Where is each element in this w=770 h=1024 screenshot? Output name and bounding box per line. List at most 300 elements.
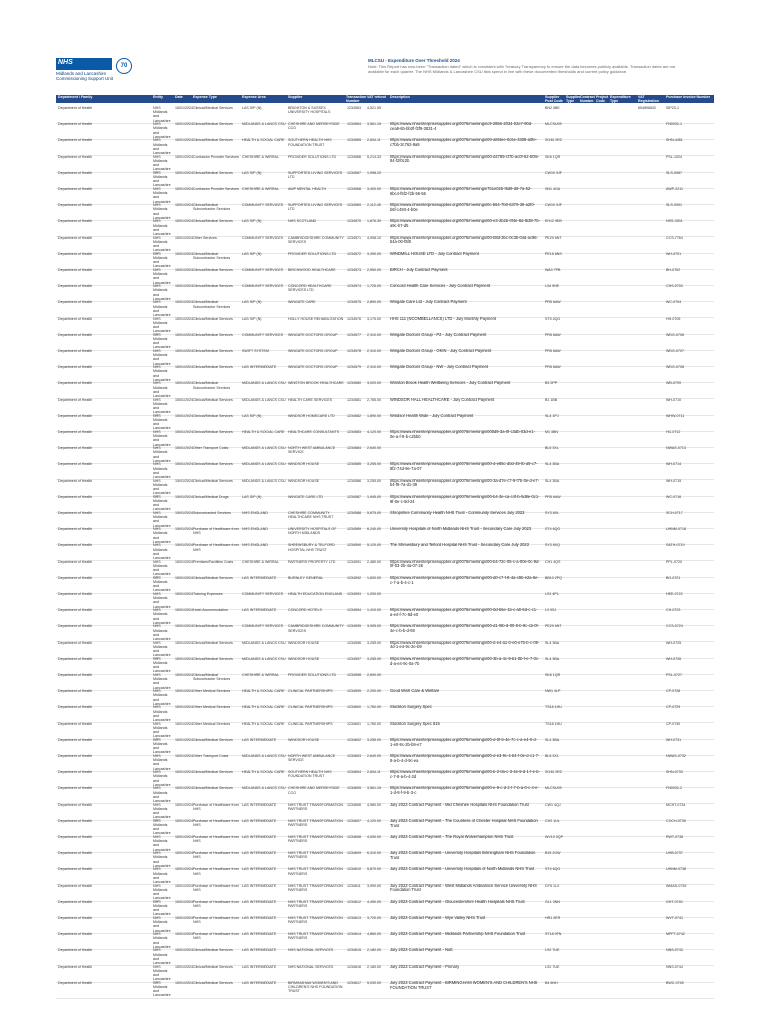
cell-supplier: NHS SCOTLAND	[288, 219, 317, 224]
cell-date: 15/01/2024	[175, 527, 193, 532]
cell-expense-type: Other Transport Costs	[193, 446, 229, 451]
cell-transaction-number: 1234581	[347, 397, 361, 402]
cell-expense-area: MIDLANDS & LANCS CSU	[242, 640, 286, 645]
cell-postcode: ST4 6QG	[545, 527, 561, 532]
cell-transaction-number: 1234609	[347, 851, 361, 856]
cell-invoice-number: CP-0730	[666, 721, 681, 726]
cell-postcode: CH2 1UL	[545, 818, 560, 823]
cell-entity: NHS Midlands and Lancashire	[153, 251, 171, 269]
cell-expense-area: LAS INTERMEDIATE	[242, 980, 277, 985]
cell-supplier: NHS TRUST TRANSFORMATION PARTNERS	[288, 932, 343, 941]
cell-entity: NHS Midlands and Lancashire	[153, 300, 171, 317]
cell-expense-type: Purchase of Healthcare from NHS	[193, 851, 239, 860]
cell-entity: NHS Midlands and Lancashire	[153, 802, 171, 820]
cell-transaction-number: 1234610	[347, 867, 361, 872]
cell-department: Department of Health	[58, 899, 93, 904]
cell-transaction-number: 1234598	[347, 673, 361, 677]
cell-transaction-number: 1234580	[347, 381, 361, 386]
cell-vat-refund: 2,834.11	[367, 770, 381, 775]
cell-transaction-number: 1234584	[347, 446, 361, 451]
cell-description: HHS 111 (NCOMBELLANCS) LTD - July Monthly Payment	[390, 316, 497, 321]
cell-invoice-number: SHN-0733	[666, 770, 683, 775]
cell-postcode: WV10 0QP	[545, 835, 563, 839]
cell-entity: NHS Midlands and Lancashire	[153, 462, 171, 479]
cell-postcode: M1 3BN	[545, 430, 558, 434]
cell-postcode: SL4 3BA	[545, 656, 560, 661]
cell-department: Department of Health	[58, 494, 93, 499]
cell-vat-refund: 3,175.00	[367, 316, 381, 321]
cell-department: Department of Health	[58, 883, 93, 888]
cell-department: Department of Health	[58, 932, 93, 937]
cell-description: July 2023 Contract Payment - Wye Valley NHS Trust	[390, 916, 486, 920]
cell-supplier: NHS TRUST TRANSFORMATION PARTNERS	[288, 899, 343, 908]
cell-expense-area: LAS SIP (N)	[242, 316, 262, 321]
cell-supplier: CONCORD HEALTHCARE SERVICES LTD	[288, 284, 332, 293]
cell-transaction-number: 1234577	[347, 332, 361, 337]
cell-supplier: WINGATE CARE LTD	[288, 494, 324, 499]
cell-department: Department of Health	[58, 818, 93, 823]
cell-department: Department of Health	[58, 575, 93, 580]
cell-date: 15/01/2024	[175, 138, 193, 143]
cell-expense-area: LAS INTERMEDIATE	[242, 575, 277, 580]
cell-entity: NHS Midlands and Lancashire	[153, 203, 171, 220]
cell-department: Department of Health	[58, 219, 93, 224]
anniversary-badge: 70	[116, 58, 132, 74]
cell-entity: NHS Midlands and Lancashire	[153, 316, 171, 334]
cell-postcode: B4 6NH	[545, 980, 558, 985]
cell-vat-refund: 5,870.00	[367, 867, 381, 872]
cell-entity: NHS Midlands and Lancashire	[153, 559, 171, 577]
cell-invoice-number: NWAS-0732	[666, 754, 686, 758]
cell-entity: NHS Midlands and Lancashire	[153, 721, 171, 739]
cell-expense-area: LAS SIP (N)	[242, 300, 262, 305]
cell-department: Department of Health	[58, 786, 93, 791]
cell-expense-area: MIDLANDS & LANCS CSU	[242, 122, 286, 127]
cell-postcode: PR5 6AW	[545, 332, 561, 337]
cell-department: Department of Health	[58, 980, 93, 985]
cell-department: Department of Health	[58, 802, 93, 807]
cell-date: 15/01/2024	[175, 316, 193, 321]
cell-supplier: CLINICAL PARTNERSHIPS	[288, 689, 333, 694]
cell-postcode: LS1 4PL	[545, 592, 559, 596]
cell-postcode: CH1 4QS	[545, 559, 561, 564]
cell-invoice-number: WH-0710	[666, 397, 682, 402]
cell-invoice-number: PSL-1024	[666, 154, 682, 159]
cell-transaction-number: 1234593	[347, 592, 361, 596]
cell-invoice-number: COCH-0735	[666, 818, 686, 823]
cell-department: Department of Health	[58, 592, 93, 596]
cell-postcode: NW1 4LP	[545, 689, 561, 694]
header-vat-refund: VAT refund	[367, 95, 386, 99]
cell-date: 15/01/2024	[175, 867, 193, 872]
cell-supplier: NHS TRUST TRANSFORMATION PARTNERS	[288, 818, 343, 827]
cell-transaction-number: 1234611	[347, 883, 361, 888]
cell-postcode: PE29 6NT	[545, 624, 562, 629]
cell-expense-type: Other Services	[193, 235, 217, 240]
cell-entity: NHS Midlands and Lancashire	[153, 430, 171, 447]
cell-expense-area: HEALTH & SOCIAL CARE	[242, 138, 285, 143]
cell-expense-area: HEALTH & SOCIAL CARE	[242, 705, 285, 710]
cell-expense-type: Clinical/Medical Services	[193, 624, 233, 629]
cell-invoice-number: CCS-0724	[666, 624, 683, 629]
cell-invoice-number: HC-0712	[666, 430, 681, 434]
cell-supplier: NORTH WEST AMBULANCE SERVICE	[288, 754, 336, 763]
cell-postcode: L3 9SJ	[545, 608, 557, 613]
cell-transaction-number: 1234568	[347, 187, 361, 191]
cell-department: Department of Health	[58, 138, 93, 143]
cell-expense-type: Clinical/Medical Subcontractor Services	[193, 251, 231, 260]
cell-description: Good Wish Care & Welfare	[390, 689, 440, 694]
cell-date: 15/01/2024	[175, 721, 193, 726]
cell-invoice-number: PSL-0727	[666, 673, 682, 677]
cell-department: Department of Health	[58, 608, 93, 613]
cell-description: https://www.nhsenterprisesupplier.org/0076/meetings/00-d-e4-a1-0-e0-e7b-b-c-09-4d-1-e4-9c-2e-b9	[390, 640, 540, 650]
cell-expense-type: Clinical/Medical Services	[193, 575, 233, 580]
cell-description: https://www.nhsenterprisesupplier.org/0076/meetings/00-e3-2b2b-0f4e-8d-fb38-7b-a9c-b7-d5	[390, 219, 540, 229]
cell-entity: NHS Midlands and Lancashire	[153, 154, 171, 172]
cell-invoice-number: NNS-0743	[666, 948, 683, 953]
cell-vat-refund: 3,561.15	[367, 122, 381, 127]
cell-expense-area: LAS INTERMEDIATE	[242, 916, 277, 920]
header-supplier: Supplier	[288, 95, 303, 99]
cell-entity: NHS Midlands and Lancashire	[153, 835, 171, 852]
cell-entity: NHS Midlands and Lancashire	[153, 187, 171, 204]
cell-postcode: MLCSU09	[545, 786, 562, 791]
cell-invoice-number: WDG-0706	[666, 332, 684, 337]
cell-transaction-number: 1234574	[347, 284, 361, 289]
cell-postcode: LS2 7UE	[545, 948, 560, 953]
cell-expense-type: Clinical/Medical Services	[193, 964, 233, 969]
cell-postcode: PR5 6AW	[545, 365, 561, 370]
cell-expense-type: Clinical/Medical Subcontractor Services	[193, 300, 231, 309]
cell-vat-refund: 3,255.00	[367, 737, 381, 742]
cell-expense-area: COMMUNITY SERVICES	[242, 284, 284, 289]
cell-expense-type: Clinical/Medical Services	[193, 737, 233, 742]
cell-transaction-number: 1234604	[347, 770, 361, 775]
cell-invoice-number: MPFT-0742	[666, 932, 685, 937]
cell-transaction-number: 1234582	[347, 413, 361, 418]
cell-supplier: BIRMINGHAM WOMEN'S AND CHILDREN'S NHS FOUNDATION TRUST	[288, 980, 343, 994]
cell-supplier: NHS TRUST TRANSFORMATION PARTNERS	[288, 835, 343, 844]
cell-expense-area: LAS INTERMEDIATE	[242, 899, 277, 904]
cell-vat-refund: 3,720.00	[367, 916, 381, 920]
cell-entity: NHS Midlands and Lancashire	[153, 608, 171, 625]
cell-vat-refund: 2,550.00	[367, 268, 381, 272]
cell-expense-type: Clinical/Medical Services	[193, 948, 233, 953]
cell-postcode: CW1 4QJ	[545, 802, 561, 807]
cell-entity: NHS Midlands and Lancashire	[153, 284, 171, 301]
cell-department: Department of Health	[58, 268, 93, 272]
cell-description: https://www.nhsenterprisesupplier.org/0076/meetings/00-3a-d7e-c7-9-f7b-0e-d-e7-b4-f8-7a-d1-39	[390, 478, 540, 488]
cell-invoice-number: FN0032-2	[666, 786, 682, 791]
cell-expense-area: HEALTH & SOCIAL CARE	[242, 689, 285, 694]
cell-expense-area: LAS INTERMEDIATE	[242, 932, 277, 937]
cell-vat-refund: 2,834.11	[367, 138, 381, 143]
cell-vat-refund: 4,450.00	[367, 899, 381, 904]
cell-description: The Shrewsbury and Telford Hospital NHS Trust - Secondary Care July 2023	[390, 543, 529, 548]
cell-supplier: WINDSOR HOMECARE LTD	[288, 413, 335, 418]
cell-expense-area: LAS INTERMEDIATE	[242, 835, 277, 839]
cell-description: July 2023 Contract Payment - The Countess of Chester Hospital NHS Foundation Trust	[390, 818, 538, 828]
cell-supplier: SOUTHERN HEALTH NHS FOUNDATION TRUST	[288, 770, 332, 779]
cell-entity: NHS Midlands and Lancashire	[153, 964, 171, 982]
cell-expense-area: MIDLANDS & LANCS CSU	[242, 786, 286, 791]
cell-department: Department of Health	[58, 511, 93, 515]
cell-vat-refund: 1,760.00	[367, 705, 381, 710]
cell-expense-type: Clinical/Medical Services	[193, 770, 233, 775]
cell-expense-type: Training Expenses	[193, 592, 223, 596]
cell-entity: NHS Midlands and Lancashire	[153, 689, 171, 706]
cell-expense-area: LAS INTERMEDIATE	[242, 365, 277, 370]
cell-transaction-number: 1234606	[347, 802, 361, 807]
cell-department: Department of Health	[58, 381, 93, 386]
cell-invoice-number: WMAS-0739	[666, 883, 687, 888]
cell-invoice-number: CP-0729	[666, 705, 681, 710]
cell-supplier: WINGATE DOCTORS GROUP	[288, 349, 338, 353]
cell-invoice-number: BG-0721	[666, 575, 681, 580]
cell-postcode: DY5 1LX	[545, 883, 560, 888]
cell-entity: NHS Midlands and Lancashire	[153, 235, 171, 253]
cell-description: Wingate Doctors Group - OKIN - July Contract Payment	[390, 349, 492, 353]
cell-vat-refund: 3,255.00	[367, 478, 381, 483]
cell-supplier: NHS TRUST TRANSFORMATION PARTNERS	[288, 851, 343, 860]
cell-vat-refund: 2,112.45	[367, 203, 381, 208]
cell-description: July 2023 Contract Payment - West Midlands Ambulance Service University NHS Foundation Trust	[390, 883, 537, 893]
cell-date: 15/01/2024	[175, 883, 193, 888]
cell-supplier: NHS TRUST TRANSFORMATION PARTNERS	[288, 802, 343, 811]
cell-department: Department of Health	[58, 737, 93, 742]
cell-supplier: SOUTHERN HEALTH NHS FOUNDATION TRUST	[288, 138, 332, 147]
cell-supplier: WINGATE DOCTORS GROUP	[288, 332, 338, 337]
cell-description: https://www.nhsenterprisesupplier.org/0076/meetings/00-b4-3e-ca-c4f-b-5d8e-0c1-9f-0e-c-9d-24	[390, 494, 540, 504]
cell-date: 15/01/2024	[175, 381, 193, 386]
cell-date: 15/01/2024	[175, 446, 193, 451]
cell-transaction-number: 1234585	[347, 462, 361, 467]
cell-postcode: SL4 3BA	[545, 737, 560, 742]
cell-vat-refund: 5,120.00	[367, 543, 381, 548]
cell-postcode: SL4 3BA	[545, 478, 560, 483]
cell-date: 15/01/2024	[175, 835, 193, 839]
cell-entity: NHS Midlands and Lancashire	[153, 511, 171, 528]
cell-expense-area: NHS ENGLAND	[242, 527, 268, 532]
cell-supplier: WINDSOR HOUSE	[288, 462, 320, 467]
table-header	[56, 95, 714, 107]
cell-entity: NHS Midlands and Lancashire	[153, 673, 171, 690]
cell-supplier: BIRCHWOOD HEALTHCARE	[288, 268, 336, 272]
cell-department: Department of Health	[58, 316, 93, 321]
cell-date: 15/01/2024	[175, 365, 193, 370]
cell-entity: NHS Midlands and Lancashire	[153, 980, 171, 998]
cell-transaction-number: 1234596	[347, 640, 361, 645]
cell-date: 15/01/2024	[175, 170, 193, 175]
cell-vat-refund: 2,310.00	[367, 332, 381, 337]
cell-department: Department of Health	[58, 478, 93, 483]
report-title: MLCSU - Expenditure Over Threshold 2024	[368, 58, 460, 63]
cell-expense-type: Clinical/Medical Services	[193, 316, 233, 321]
cell-department: Department of Health	[58, 187, 93, 191]
cell-supplier: HEALTH CARE SERVICES	[288, 397, 333, 402]
cell-date: 15/01/2024	[175, 608, 193, 613]
cell-department: Department of Health	[58, 462, 93, 467]
cell-description: https://www.nhsenterprisesupplier.org/0076/meetings/00-0d-b6e-1b-c-a0-6d-c-c1-a-e4-f-7c-8d-e0	[390, 608, 538, 617]
cell-expense-type: Purchase of Healthcare from NHS	[193, 818, 239, 827]
cell-description: https://www.nhsenterprisesupplier.org/0076/meetings/c9-2856-2034-02e7-90d-cea8-6b-bb0f-f2f9-3831-4	[390, 122, 533, 131]
cell-supplier: WINDSOR HOUSE	[288, 478, 320, 483]
cell-entity: NHS Midlands and Lancashire	[153, 365, 171, 382]
cell-date: 15/01/2024	[175, 818, 193, 823]
cell-invoice-number: UHNM-0718	[666, 527, 686, 532]
cell-expense-area: COMMUNITY SERVICES	[242, 203, 284, 208]
cell-expense-type: Clinical/Medical Services	[193, 122, 233, 127]
header-expense-type: Expense Type	[193, 95, 217, 99]
cell-expense-area: MIDLANDS & LANCS CSU	[242, 656, 286, 661]
cell-expense-area: COMMUNITY SERVICES	[242, 592, 284, 596]
cell-transaction-number: 1234591	[347, 559, 361, 564]
cell-invoice-number: SCH-0717	[666, 511, 683, 515]
cell-supplier: CHESHIRE AND MERSEYSIDE CCG	[288, 786, 340, 795]
cell-department: Department of Health	[58, 964, 93, 969]
cell-date: 15/01/2024	[175, 397, 193, 402]
cell-postcode: SK6 1QR	[545, 154, 561, 159]
cell-invoice-number: UHB-0737	[666, 851, 683, 856]
cell-postcode: GL1 3NN	[545, 899, 560, 904]
cell-entity: NHS Midlands and Lancashire	[153, 446, 171, 463]
cell-vat-refund: 3,905.00	[367, 624, 381, 629]
cell-vat-refund: 2,180.00	[367, 948, 381, 953]
cell-supplier: WINSTON BROOK HEALTHCARE	[288, 381, 344, 386]
cell-expense-type: Clinical/Medical Services	[193, 138, 233, 143]
cell-supplier: PROVIDER SOLUTIONS LTD	[288, 673, 337, 677]
cell-expense-area: HEALTH & SOCIAL CARE	[242, 770, 285, 775]
cell-invoice-number: MCHT-0734	[666, 802, 686, 807]
cell-description: https://www.nhsenterprisesupplier.org/0076/meetings/00-d-e3-9c-4-b4-f-0e-d-c1-7-8-a-b-4-d-9c-ea	[390, 754, 540, 763]
cell-date: 15/01/2024	[175, 640, 193, 645]
cell-supplier: PROVIDER SOLUTIONS LTD	[288, 154, 337, 159]
cell-date: 15/01/2024	[175, 559, 193, 564]
cell-entity: NHS Midlands and Lancashire	[153, 413, 171, 431]
cell-expense-type: Purchase of Healthcare from NHS	[193, 543, 239, 552]
cell-supplier: CAMBRIDGESHIRE COMMUNITY SERVICES	[288, 235, 344, 244]
report-note-body: Note: This Report has now been "Transaction dated" which is consistent with Treasury Transparency to ensure the data becomes publicly available. Transaction dates are not available for each quarter. The NHS Midlands & Lancashire CSU lists spend in line with these documented thresholds and current policy guidance.	[368, 64, 676, 74]
cell-date: 15/01/2024	[175, 219, 193, 224]
cell-entity: NHS Midlands and Lancashire	[153, 640, 171, 658]
cell-date: 15/01/2024	[175, 187, 193, 191]
cell-expense-area: MIDLANDS & LANCS CSU	[242, 446, 286, 451]
cell-expense-area: CHESHIRE & WIRRAL	[242, 559, 279, 564]
cell-expense-area: MIDLANDS & LANCS CSU	[242, 478, 286, 483]
cell-supplier: NHS TRUST TRANSFORMATION PARTNERS	[288, 883, 343, 892]
cell-expense-area: COMMUNITY SERVICES	[242, 268, 284, 272]
cell-postcode: PR5 6AW	[545, 300, 561, 305]
cell-entity: NHS Midlands and Lancashire	[153, 122, 171, 139]
cell-expense-type: Hotel Accommodation	[193, 608, 228, 613]
cell-transaction-number: 1234616	[347, 964, 361, 969]
cell-vat-refund: 2,690.00	[367, 673, 381, 677]
cell-date: 15/01/2024	[175, 413, 193, 418]
cell-postcode: MLCSU09	[545, 122, 562, 127]
cell-invoice-number: WC-0716	[666, 494, 682, 499]
cell-postcode: ST18 0FN	[545, 932, 562, 937]
cell-transaction-number: 1234564	[347, 122, 361, 127]
cell-invoice-number: BH-0702	[666, 268, 681, 272]
cell-description: https://www.nhsenterprisesupplier.org/0076/meetings/00-a8f4ee-0c6e-3308-a0fe-c7bb-3c762-9a9	[390, 138, 538, 148]
cell-expense-type: Contractor Provider Services	[193, 187, 239, 191]
cell-date: 15/01/2024	[175, 656, 193, 661]
cell-vat-registration: 654896832	[638, 106, 656, 110]
cell-expense-type: Clinical/Medical Services	[193, 640, 233, 645]
cell-description: Concord Health Care Services - July Contract Payment	[390, 284, 491, 289]
cell-date: 15/01/2024	[175, 916, 193, 920]
cell-expense-area: LAS INTERMEDIATE	[242, 851, 277, 856]
cell-department: Department of Health	[58, 122, 93, 127]
cell-supplier: BURNLEY GENERAL	[288, 575, 324, 580]
cell-description: Shropshire Community Health NHS Trust - Community Services July 2023	[390, 511, 525, 515]
cell-expense-type: Clinical/Medical Services	[193, 268, 233, 272]
cell-department: Department of Health	[58, 754, 93, 758]
cell-expense-type: Clinical/Medical Services	[193, 397, 233, 402]
cell-supplier: NHS TRUST TRANSFORMATION PARTNERS	[288, 867, 343, 876]
cell-description: July 2023 Contract Payment - Primary	[390, 964, 460, 969]
cell-department: Department of Health	[58, 705, 93, 710]
cell-postcode: TS18 1HU	[545, 705, 562, 710]
cell-date: 15/01/2024	[175, 332, 193, 337]
cell-supplier: PARTNERS PROPERTY LTD	[288, 559, 336, 564]
cell-postcode: BL5 3XL	[545, 446, 559, 451]
cell-invoice-number: GHT-0740	[666, 899, 683, 904]
cell-vat-refund: 5,214.33	[367, 154, 381, 159]
cell-postcode: LS2 7UE	[545, 964, 560, 969]
cell-description: July 2023 Contract Payment - Midlands Partnership NHS Foundation Trust	[390, 932, 526, 937]
cell-expense-type: Clinical/Medical Services	[193, 478, 233, 483]
cell-expense-area: MIDLANDS & LANCS CSU	[242, 754, 286, 758]
cell-transaction-number: 1234599	[347, 689, 361, 694]
header-invoice-number: Purchase Invoice Number	[666, 95, 711, 99]
cell-invoice-number: WVT-0741	[666, 916, 683, 920]
cell-entity: NHS Midlands and Lancashire	[153, 381, 171, 398]
cell-vat-refund: 1,876.30	[367, 219, 381, 224]
cell-transaction-number: 1234572	[347, 251, 361, 256]
cell-postcode: WA3 7PB	[545, 268, 561, 272]
cell-date: 15/01/2024	[175, 786, 193, 791]
cell-expense-type: Clinical/Medical Services	[193, 980, 233, 985]
cell-postcode: CW10 9JF	[545, 170, 562, 175]
cell-invoice-number: FN0032-1	[666, 122, 682, 127]
cell-entity: NHS Midlands and Lancashire	[153, 219, 171, 236]
cell-date: 15/01/2024	[175, 349, 193, 353]
cell-description: https://www.nhsenterprisesupplier.org/0076/meetings/00-b-2-0a-c-3-4e-9-d-1-f-e-b-c-7-8-a-b-4-2d	[390, 770, 540, 779]
cell-department: Department of Health	[58, 770, 93, 775]
cell-expense-type: Purchase of Healthcare from NHS	[193, 916, 239, 925]
cell-vat-refund: 1,410.00	[367, 608, 381, 613]
cell-expense-type: Other Medical Services	[193, 721, 231, 726]
cell-description: https://www.nhsenterprisesupplier.org/0076/meetings/00-e-9-c-d-2-f-7-b-a-0-c-4-e-1-d-8-f-9-b-3-c	[390, 786, 539, 796]
cell-department: Department of Health	[58, 527, 93, 532]
cell-department: Department of Health	[58, 332, 93, 337]
cell-supplier: WINDSOR HOUSE	[288, 737, 320, 742]
cell-expense-area: LAS SIP (N)	[242, 170, 262, 175]
cell-postcode: HR1 2ER	[545, 916, 561, 920]
cell-transaction-number: 1234592	[347, 575, 361, 580]
cell-transaction-number: 1234603	[347, 754, 361, 758]
cell-expense-area: MIDLANDS & LANCS CSU	[242, 381, 286, 386]
cell-entity: NHS Midlands and Lancashire	[153, 948, 171, 965]
cell-expense-area: COMMUNITY SERVICES	[242, 624, 284, 629]
cell-date: 15/01/2024	[175, 268, 193, 272]
nhs-logo	[56, 58, 130, 88]
cell-vat-refund: 2,310.00	[367, 365, 381, 370]
cell-supplier: CLINICAL PARTNERSHIPS	[288, 705, 333, 710]
cell-expense-type: Subcontracted Services	[193, 511, 231, 515]
